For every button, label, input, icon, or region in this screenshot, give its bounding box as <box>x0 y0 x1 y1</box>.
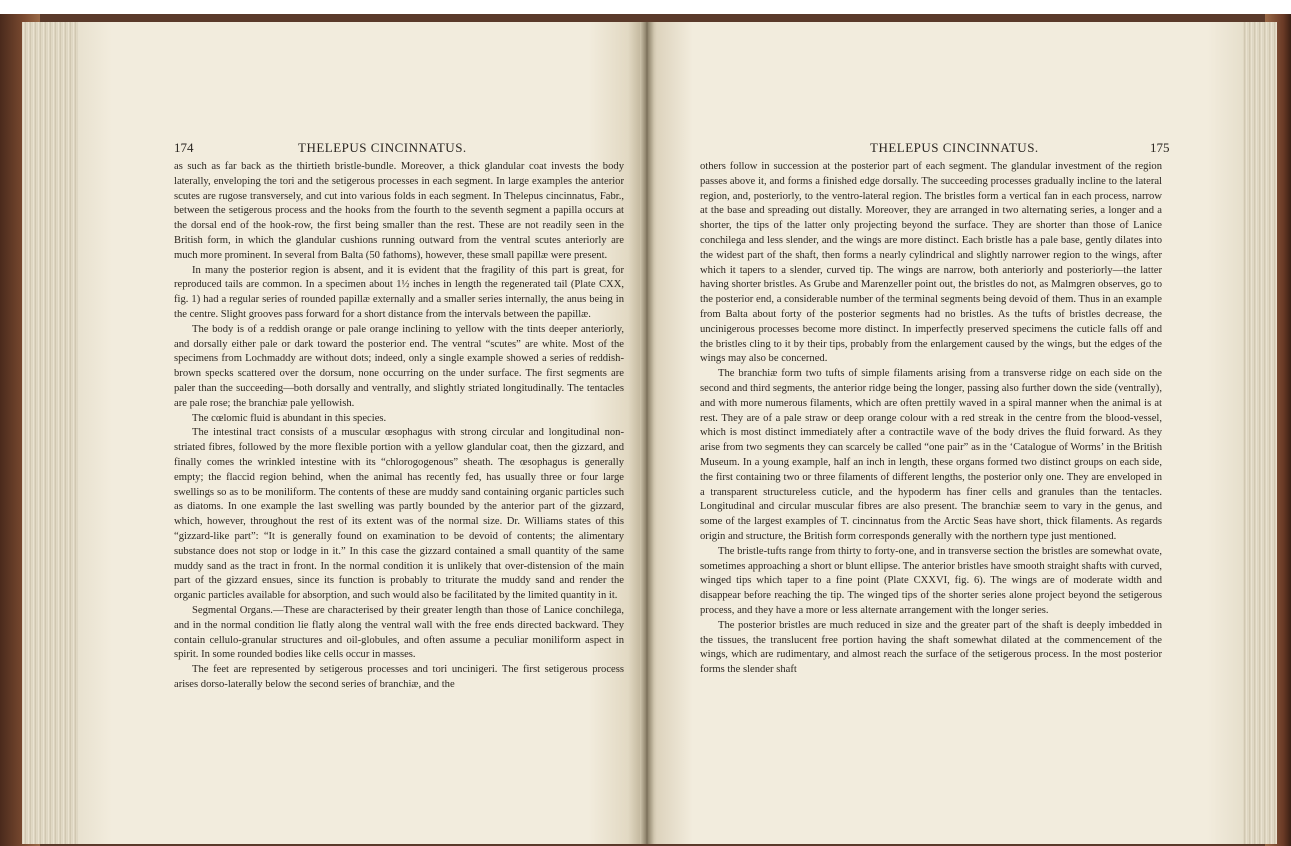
paragraph: The cœlomic fluid is abundant in this species. <box>192 412 387 424</box>
paragraph: The feet are represented by setigerous processes and tori uncinigeri. The first setigerous process arises dorso-laterally below the second series of branchiæ, and the <box>174 664 624 690</box>
left-page-body <box>174 160 624 693</box>
left-page-number: 174 <box>174 140 194 155</box>
page-edges-right <box>1243 22 1277 844</box>
paragraph: The posterior bristles are much reduced in size and the greater part of the shaft is deeply imbedded in the tissues, the translucent free portion having the shaft somewhat dilated at the commencement of the wings, which are rudimentary, and almost reach the surface of the setigerous process. In the most posterior forms the slender shaft <box>700 619 1162 676</box>
paragraph: Segmental Organs.—These are characterised by their greater length than those of Lanice conchilega, and in the normal condition lie flatly along the ventral wall with the free ends directed backward. They contain cellulo-granular structures and oil-globules, and often assume a peculiar moniliform aspect in spirit. In some rounded bodies like cells occur in masses. <box>174 604 624 661</box>
paragraph: as such as far back as the thirtieth bristle-bundle. Moreover, a thick glandular coat invests the body laterally, enveloping the tori and the setigerous processes in each segment. In large examples the anterior scutes are rugose transversely, and cut into various folds in each segment. In Thelepus cincinnatus, Fabr., between the setigerous process and the hooks from the fourth to the seventh segment a papilla occurs at the dorsal end of the hook-row, the first being smaller than the rest. These are not readily seen in the British form, in which the glandular cushions running outward from the ventral scutes anteriorly are much more prominent. In several from Balta (50 fathoms), however, these small papillæ were present. <box>174 161 624 261</box>
right-running-head: THELEPUS CINCINNATUS. <box>870 140 1039 155</box>
paragraph: In many the posterior region is absent, and it is evident that the fragility of this part is great, for reproduced tails are common. In a specimen about 1½ inches in length the regenerated tail (Plate CXX, fig. 1) had a regular series of rounded papillæ externally and a smaller series internally, the anus being in the centre. Slight grooves pass forward for a short distance from the intervals between the papillæ. <box>174 264 624 320</box>
left-running-head: THELEPUS CINCINNATUS. <box>298 140 467 155</box>
page-edges-left <box>22 22 80 844</box>
paragraph: The body is of a reddish orange or pale orange inclining to yellow with the tints deeper anteriorly, and dorsally either pale or dark toward the posterior end. The ventral “scutes” are white. Most of the specimens from Lochmaddy are without dots; indeed, only a single example showed a series of reddish-brown specks scattered over the dorsum, none occurring on the under surface. The first segments are paler than the succeeding—both dorsally and ventrally, and slightly striated longitudinally. The tentacles are pale rose; the branchiæ pale yellowish. <box>174 323 624 409</box>
right-page-number: 175 <box>1150 140 1170 155</box>
paragraph: The bristle-tufts range from thirty to forty-one, and in transverse section the bristles are somewhat ovate, sometimes approaching a short or blunt ellipse. The anterior bristles have smooth straight shafts with curved, winged tips which taper to a fine point (Plate CXXVI, fig. 6). The wings are of moderate width and disappear before reaching the tip. The winged tips of the shorter series alone project beyond the setigerous process, and they have a more or less alternate arrangement with the longer series. <box>700 545 1163 616</box>
paragraph: The branchiæ form two tufts of simple filaments arising from a transverse ridge on each side on the second and third segments, the anterior ridge being the longer, passing also further down the side (ventrally), and with more numerous filaments, which are often prettily waved in a spiral manner when the animal is at rest. They are of a pale straw or deep orange colour with a red streak in the centre from the blood-vessel, which is most distinct immediately after a contractile wave of the body drives the fluid forward. As they arise from two segments they can scarcely be called “one pair” as in the ‘Catalogue of Worms’ in the British Museum. In a young example, half an inch in length, these organs formed two distinct groups on each side, the first containing two or three filaments of different lengths, the posterior only one. They are enveloped in a transparent structureless cuticle, and the hypoderm has finer cells and granules than the tentacles. Longitudinal and circular muscular fibres are also present. The branchiæ seem to vary in the genus, and some of the largest examples of T. cincinnatus from the Arctic Seas have short, thick filaments. As regards origin and structure, the British form corresponds generally with the northern type just mentioned. <box>700 368 1162 542</box>
right-page-body <box>700 160 1162 678</box>
book-gutter <box>640 22 654 844</box>
paragraph: others follow in succession at the posterior part of each segment. The glandular investment of the region passes above it, and forms a finished edge dorsally. The succeeding processes gradually incline to the lateral region, and, posteriorly, to the ventro-lateral region. The bristles form a vertical fan in each process, narrow at the base and spreading out distally. Moreover, they are arranged in two alternating series, a longer and a shorter, the tips of the latter only projecting beyond the surface. They are shorter than those of Lanice conchilega and less slender, and the wings are more distinct. Each bristle has a pale base, gently dilates into the widest part of the shaft, then forms a nearly cylindrical and slightly narrower region to the wings, after which it tapers to a slender, curved tip. The wings are narrow, both anteriorly and posteriorly—the latter having shorter bristles. As Grube and Marenzeller point out, the bristles do not, as Malmgren observes, go to the posterior end, a considerable number of the terminal segments being devoid of them. Thus in an example from Balta about forty of the posterior segments had no bristles. As the tufts of bristles decrease, the uncinigerous processes become more distinct. In imperfectly preserved specimens the cuticle falls off and the bristles cling to it by their tips, probably from the enlargement caused by the wings, but the edges of the wings may also be concerned. <box>700 161 1162 365</box>
paragraph: The intestinal tract consists of a muscular œsophagus with strong circular and longitudinal non-striated fibres, followed by the more flexible portion with a yellow glandular coat, then the gizzard, and finally comes the wrinkled intestine with its “chlorogogenous” sheath. The œsophagus is generally empty; the flaccid region behind, when the animal has recently fed, has usually three or four large swellings so as to be moniliform. The contents of these are muddy sand containing organic particles such as diatoms. In one example the last swelling was partly bounded by the anterior part of the gizzard, which, however, throughout the rest of its extent was of the normal size. Dr. Williams states of this “gizzard-like part”: “It is generally found on examination to be devoid of contents; the alimentary substance does not stop or lodge in it.” In this case the gizzard contained a small quantity of the same muddy sand as the tract in front. In the normal condition it is unlikely that over-distension of the main part of the gizzard ensues, since its function is probably to triturate the muddy sand and render the organic particles available for absorption, and such would also be facilitated by the limited quantity in it. <box>174 427 624 602</box>
